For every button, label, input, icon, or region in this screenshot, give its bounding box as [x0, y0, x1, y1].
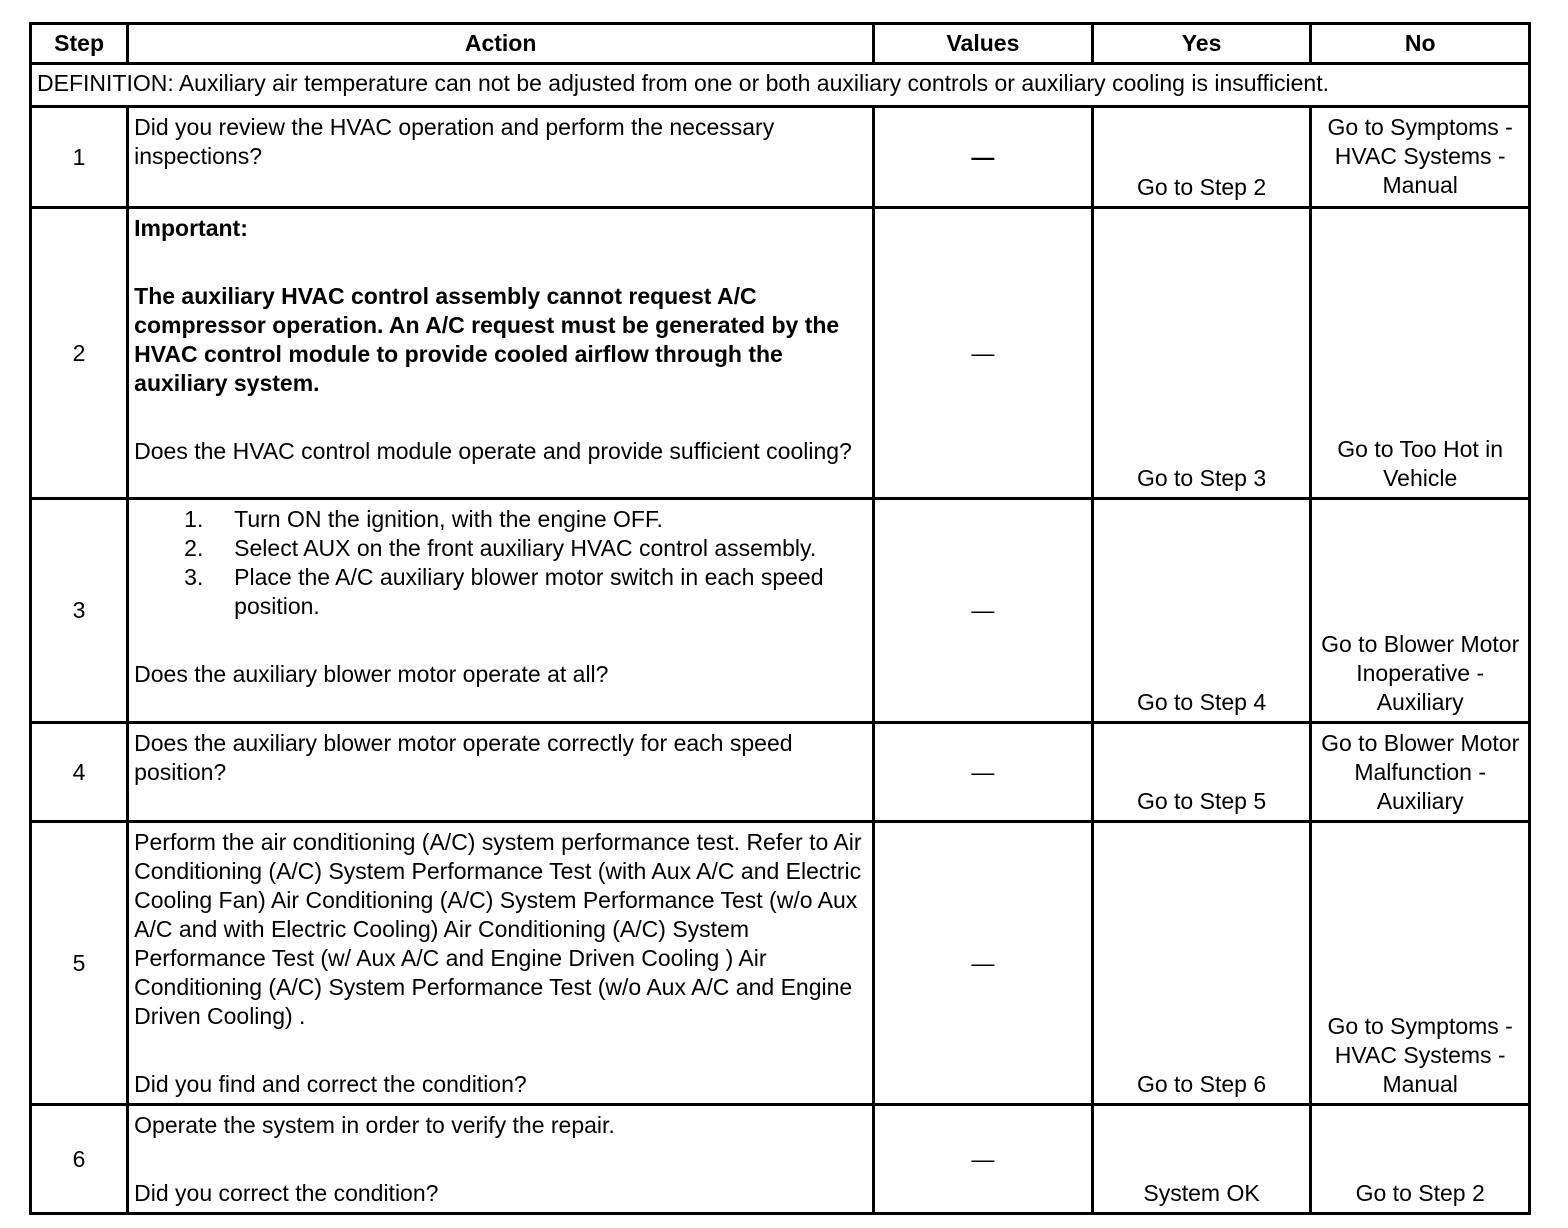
step-number: 5 [31, 822, 128, 1105]
yes-cell: Go to Step 3 [1092, 208, 1311, 499]
no-cell: Go to Blower Motor Malfunction - Auxiliary [1311, 723, 1530, 822]
step-number: 2 [31, 208, 128, 499]
list-number: 2. [184, 535, 204, 561]
yes-cell: Go to Step 4 [1092, 499, 1311, 723]
step-number: 4 [31, 723, 128, 822]
values-dash: — [971, 1145, 995, 1172]
action-cell [128, 822, 874, 1105]
values-cell [874, 208, 1093, 499]
header-no: No [1311, 24, 1530, 64]
question-text: Did you find and correct the condition? [134, 1071, 527, 1097]
yes-cell: Go to Step 2 [1092, 107, 1311, 208]
list-text: Select AUX on the front auxiliary HVAC control assembly. [234, 535, 817, 561]
important-text: The auxiliary HVAC control assembly cannot request A/C compressor operation. An A/C request must be generated by the HVAC control module to provide cooled airflow through the auxiliary system. [134, 283, 840, 396]
important-label: Important: [134, 215, 248, 241]
header-step: Step [31, 24, 128, 64]
values-cell [874, 107, 1093, 208]
values-dash: — [971, 949, 995, 976]
action-text: Perform the air conditioning (A/C) system performance test. Refer to Air Conditioning (A/C) System Performance Test (with Aux A/C and Electric Cooling Fan) Air Conditioning (A/C) System Performance Test (w/o Aux A/C and with Electric Cooling) Air Conditioning (A/C) System Performance Test (w/ Aux A/C and Engine Driven Cooling ) Air Conditioning (A/C) System Performance Test (w/o Aux A/C and Engine Driven Cooling) . [134, 829, 862, 1029]
list-text: Turn ON the ignition, with the engine OFF. [234, 506, 663, 532]
action-text: Operate the system in order to verify the repair. [134, 1112, 615, 1138]
table-row [31, 107, 1530, 208]
header-values: Values [874, 24, 1093, 64]
table-row [31, 822, 1530, 1105]
table-row [31, 1105, 1530, 1214]
no-cell: Go to Blower Motor Inoperative - Auxiliary [1311, 499, 1530, 723]
question-text: Does the auxiliary blower motor operate at all? [134, 661, 609, 687]
header-row [31, 24, 1530, 64]
action-cell [128, 1105, 874, 1214]
procedure-list [134, 505, 868, 621]
table-row [31, 723, 1530, 822]
values-cell [874, 822, 1093, 1105]
action-text: Did you review the HVAC operation and perform the necessary inspections? [128, 107, 874, 208]
values-cell [874, 1105, 1093, 1214]
values-dash: — [971, 758, 995, 785]
diagnostic-table [29, 22, 1531, 1215]
list-item [134, 534, 868, 563]
list-item [134, 505, 868, 534]
definition-row [31, 64, 1530, 107]
step-number: 3 [31, 499, 128, 723]
table-row [31, 499, 1530, 723]
header-yes: Yes [1092, 24, 1311, 64]
header-action: Action [128, 24, 874, 64]
no-cell: Go to Symptoms - HVAC Systems - Manual [1311, 822, 1530, 1105]
values-dash: — [971, 339, 995, 366]
values-cell [874, 723, 1093, 822]
yes-cell: System OK [1092, 1105, 1311, 1214]
step-number: 1 [31, 107, 128, 208]
list-number: 3. [184, 564, 204, 590]
yes-cell: Go to Step 6 [1092, 822, 1311, 1105]
list-item [134, 563, 868, 621]
action-cell [128, 208, 874, 499]
values-dash: — [971, 143, 995, 170]
action-text: Does the auxiliary blower motor operate correctly for each speed position? [128, 723, 874, 822]
list-number: 1. [184, 506, 204, 532]
no-cell: Go to Too Hot in Vehicle [1311, 208, 1530, 499]
yes-cell: Go to Step 5 [1092, 723, 1311, 822]
definition-text: DEFINITION: Auxiliary air temperature can not be adjusted from one or both auxiliary controls or auxiliary cooling is insufficient. [31, 64, 1530, 107]
values-dash: — [971, 597, 995, 623]
action-cell [128, 499, 874, 723]
no-cell: Go to Symptoms - HVAC Systems - Manual [1311, 107, 1530, 208]
values-cell [874, 499, 1093, 723]
question-text: Did you correct the condition? [134, 1180, 439, 1206]
no-cell: Go to Step 2 [1311, 1105, 1530, 1214]
table-row [31, 208, 1530, 499]
question-text: Does the HVAC control module operate and provide sufficient cooling? [134, 438, 852, 464]
list-text: Place the A/C auxiliary blower motor switch in each speed position. [234, 564, 824, 619]
step-number: 6 [31, 1105, 128, 1214]
